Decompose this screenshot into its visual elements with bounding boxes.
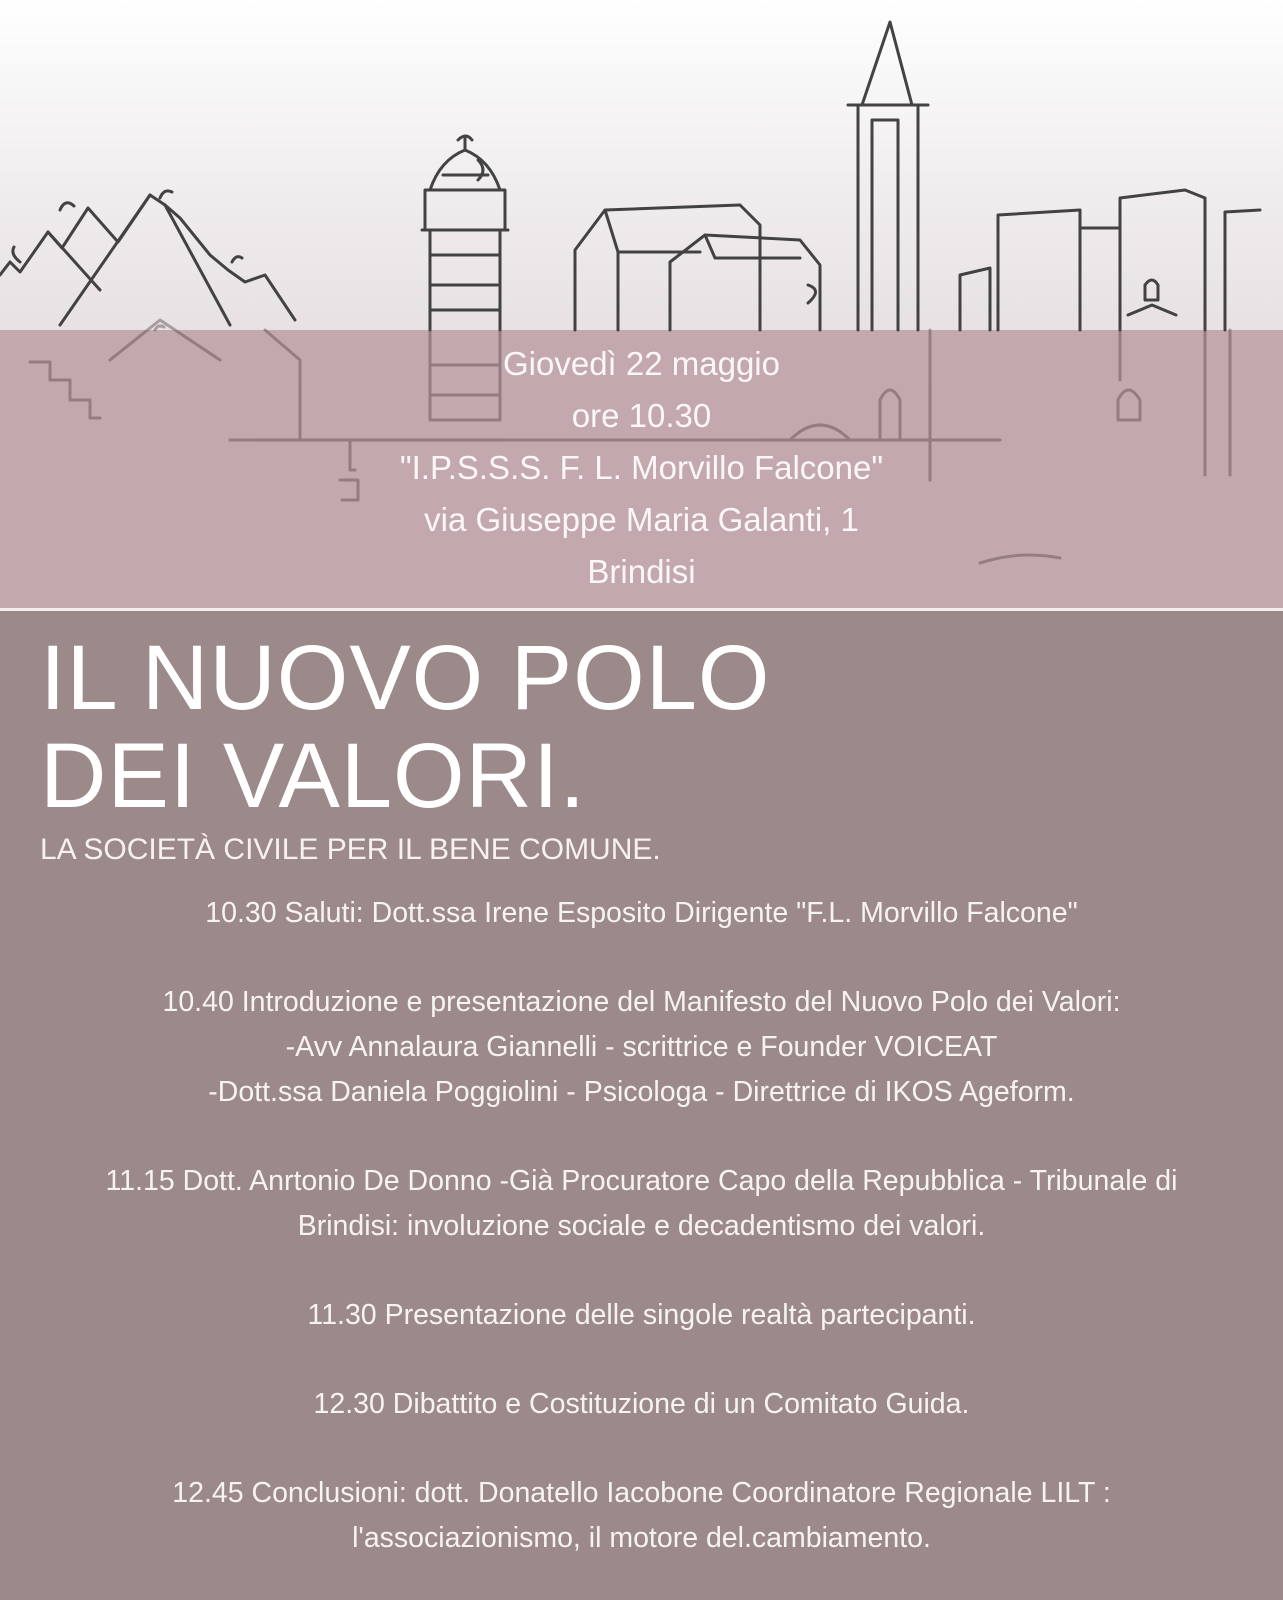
program-line: l'associazionismo, il motore del.cambiamento.	[352, 1522, 931, 1554]
program-line: 10.30 Saluti: Dott.ssa Irene Esposito Dirigente "F.L. Morvillo Falcone"	[205, 897, 1078, 929]
program-line: 10.40 Introduzione e presentazione del Manifesto del Nuovo Polo dei Valori:	[162, 986, 1121, 1018]
event-address: via Giuseppe Maria Galanti, 1	[424, 501, 859, 538]
program-item	[0, 1159, 1283, 1249]
program-line: 12.30 Dibattito e Costituzione di un Comitato Guida.	[313, 1388, 970, 1420]
program-item	[0, 980, 1283, 1115]
event-time: ore 10.30	[571, 397, 712, 434]
program-item	[0, 891, 1283, 936]
poster-title	[40, 629, 770, 825]
program-item	[0, 1471, 1283, 1561]
program-line: -Dott.ssa Daniela Poggiolini - Psicologa - Direttrice di IKOS Ageform.	[208, 1076, 1075, 1108]
poster-subtitle: LA SOCIETÀ CIVILE PER IL BENE COMUNE.	[40, 833, 661, 866]
program-item	[0, 1382, 1283, 1427]
program-line: Brindisi: involuzione sociale e decadentismo dei valori.	[297, 1210, 986, 1242]
program-section	[0, 611, 1283, 1600]
program-line: 11.30 Presentazione delle singole realtà partecipanti.	[307, 1299, 976, 1331]
skyline-header	[0, 0, 1283, 330]
program-list	[0, 891, 1283, 1600]
program-line: -Avv Annalaura Giannelli - scrittrice e Founder VOICEAT	[285, 1031, 998, 1063]
program-item	[0, 1293, 1283, 1338]
program-line: 11.15 Dott. Anrtonio De Donno -Già Procuratore Capo della Repubblica - Tribunale di	[105, 1165, 1178, 1197]
title-line-1: IL NUOVO POLO	[40, 627, 771, 729]
event-details	[0, 338, 1283, 598]
program-line: 12.45 Conclusioni: dott. Donatello Iacobone Coordinatore Regionale LILT :	[172, 1477, 1111, 1509]
title-line-2: DEI VALORI.	[40, 725, 587, 827]
event-city: Brindisi	[587, 553, 696, 590]
event-venue: "I.P.S.S.S. F. L. Morvillo Falcone"	[399, 449, 884, 486]
event-date: Giovedì 22 maggio	[502, 345, 780, 382]
